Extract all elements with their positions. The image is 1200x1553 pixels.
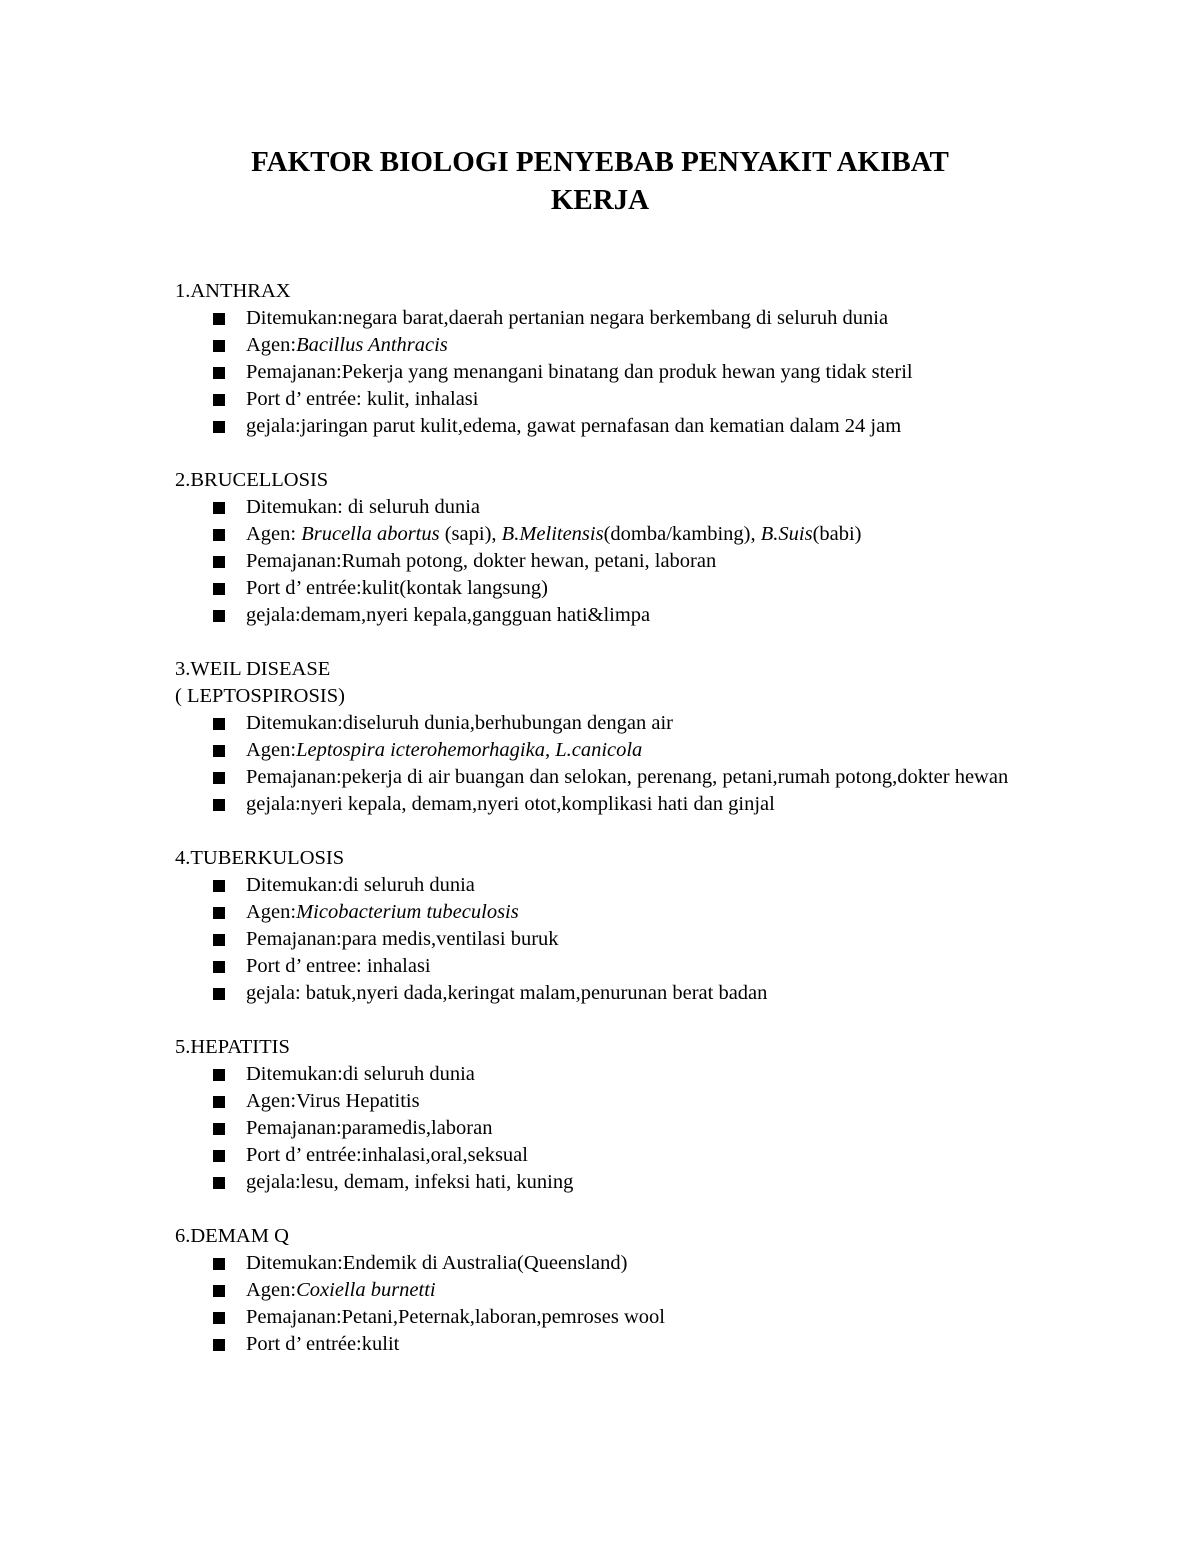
text-run: Port d’ entrée:inhalasi,oral,seksual	[246, 1144, 528, 1166]
text-run: (babi)	[812, 523, 862, 545]
square-bullet-icon	[213, 1150, 225, 1162]
square-bullet-icon	[213, 1177, 225, 1189]
list-item	[175, 386, 1075, 413]
list-item-text	[246, 548, 1075, 575]
list-item-text	[246, 305, 1075, 332]
italic-text-run: B.Suis	[760, 523, 813, 545]
list-item-text	[246, 764, 1075, 791]
section-subheading: ( LEPTOSPIROSIS)	[175, 685, 345, 707]
list-item-text	[246, 1331, 1075, 1358]
bullet-list	[175, 1250, 1075, 1358]
title-line-2: KERJA	[550, 184, 650, 216]
italic-text-run: Bacillus Anthracis	[296, 334, 448, 356]
square-bullet-icon	[213, 529, 225, 541]
section-heading: 3.WEIL DISEASE	[175, 658, 331, 680]
list-item	[175, 359, 1075, 386]
text-run: Port d’ entrée:kulit(kontak langsung)	[246, 577, 548, 599]
list-item	[175, 953, 1075, 980]
list-item	[175, 899, 1075, 926]
text-run: Agen:	[246, 523, 302, 545]
text-run: Agen:	[246, 1279, 297, 1301]
section	[175, 467, 1075, 629]
section	[175, 656, 1075, 818]
list-item	[175, 980, 1075, 1007]
list-item-text	[246, 926, 1075, 953]
italic-text-run: Leptospira icterohemorhagika, L.canicola	[296, 739, 643, 761]
document-title	[0, 143, 1200, 219]
text-run: Pemajanan:para medis,ventilasi buruk	[246, 928, 559, 950]
list-item	[175, 1331, 1075, 1358]
list-item	[175, 1061, 1075, 1088]
list-item	[175, 764, 1075, 791]
list-item	[175, 413, 1075, 440]
text-run: Pemajanan:Rumah potong, dokter hewan, petani, laboran	[246, 550, 717, 572]
square-bullet-icon	[213, 880, 225, 892]
square-bullet-icon	[213, 421, 225, 433]
list-item-text	[246, 791, 1075, 818]
document-body	[175, 278, 1075, 1385]
square-bullet-icon	[213, 367, 225, 379]
list-item-text	[246, 1061, 1075, 1088]
list-item-text	[246, 575, 1075, 602]
text-run: Agen:	[246, 334, 297, 356]
text-run: Ditemukan:negara barat,daerah pertanian negara berkembang di seluruh dunia	[246, 307, 889, 329]
list-item	[175, 710, 1075, 737]
text-run: Pemajanan:pekerja di air buangan dan selokan, perenang, petani,rumah potong,dokter hewan	[246, 766, 1009, 788]
section	[175, 1034, 1075, 1196]
list-item-text	[246, 413, 1075, 440]
bullet-list	[175, 305, 1075, 440]
list-item	[175, 602, 1075, 629]
list-item-text	[246, 899, 1075, 926]
bullet-list	[175, 1061, 1075, 1196]
list-item-text	[246, 494, 1075, 521]
list-item	[175, 575, 1075, 602]
section-heading: 1.ANTHRAX	[175, 280, 291, 302]
square-bullet-icon	[213, 934, 225, 946]
square-bullet-icon	[213, 1096, 225, 1108]
list-item	[175, 332, 1075, 359]
text-run: gejala:lesu, demam, infeksi hati, kuning	[246, 1171, 574, 1193]
text-run: gejala:demam,nyeri kepala,gangguan hati&limpa	[246, 604, 651, 626]
list-item	[175, 1304, 1075, 1331]
square-bullet-icon	[213, 718, 225, 730]
italic-text-run: Brucella abortus	[301, 523, 440, 545]
list-item-text	[246, 1250, 1075, 1277]
square-bullet-icon	[213, 961, 225, 973]
italic-text-run: B.Melitensis	[501, 523, 604, 545]
text-run: gejala:nyeri kepala, demam,nyeri otot,komplikasi hati dan ginjal	[246, 793, 775, 815]
list-item	[175, 872, 1075, 899]
section-heading: 5.HEPATITIS	[175, 1036, 290, 1058]
text-run: Pemajanan:paramedis,laboran	[246, 1117, 493, 1139]
square-bullet-icon	[213, 1123, 225, 1135]
text-run: (sapi),	[439, 523, 502, 545]
list-item-text	[246, 980, 1075, 1007]
text-run: Port d’ entrée:kulit	[246, 1333, 400, 1355]
text-run: Ditemukan:di seluruh dunia	[246, 874, 475, 896]
list-item	[175, 1115, 1075, 1142]
list-item-text	[246, 872, 1075, 899]
square-bullet-icon	[213, 340, 225, 352]
text-run: Ditemukan:di seluruh dunia	[246, 1063, 475, 1085]
square-bullet-icon	[213, 1339, 225, 1351]
list-item-text	[246, 1277, 1075, 1304]
square-bullet-icon	[213, 313, 225, 325]
list-item	[175, 494, 1075, 521]
square-bullet-icon	[213, 610, 225, 622]
square-bullet-icon	[213, 583, 225, 595]
list-item-text	[246, 1304, 1075, 1331]
list-item	[175, 1277, 1075, 1304]
italic-text-run: Coxiella burnetti	[296, 1279, 436, 1301]
bullet-list	[175, 494, 1075, 629]
title-line-1: FAKTOR BIOLOGI PENYEBAB PENYAKIT AKIBAT	[251, 146, 949, 178]
text-run: Agen:Virus Hepatitis	[246, 1090, 420, 1112]
text-run: Agen:	[246, 901, 297, 923]
section	[175, 845, 1075, 1007]
text-run: Port d’ entree: inhalasi	[246, 955, 431, 977]
text-run: Agen:	[246, 739, 297, 761]
list-item	[175, 737, 1075, 764]
list-item-text	[246, 602, 1075, 629]
square-bullet-icon	[213, 502, 225, 514]
square-bullet-icon	[213, 1312, 225, 1324]
list-item-text	[246, 1169, 1075, 1196]
section	[175, 278, 1075, 440]
list-item	[175, 1169, 1075, 1196]
list-item	[175, 305, 1075, 332]
list-item-text	[246, 1088, 1075, 1115]
square-bullet-icon	[213, 1258, 225, 1270]
list-item-text	[246, 1142, 1075, 1169]
text-run: (domba/kambing),	[603, 523, 761, 545]
section	[175, 1223, 1075, 1358]
text-run: Ditemukan: di seluruh dunia	[246, 496, 480, 518]
list-item-text	[246, 953, 1075, 980]
text-run: Port d’ entrée: kulit, inhalasi	[246, 388, 479, 410]
square-bullet-icon	[213, 1285, 225, 1297]
text-run: Pemajanan:Pekerja yang menangani binatang dan produk hewan yang tidak steril	[246, 361, 913, 383]
square-bullet-icon	[213, 772, 225, 784]
list-item-text	[246, 386, 1075, 413]
list-item	[175, 926, 1075, 953]
list-item-text	[246, 359, 1075, 386]
text-run: gejala: batuk,nyeri dada,keringat malam,penurunan berat badan	[246, 982, 768, 1004]
square-bullet-icon	[213, 556, 225, 568]
list-item	[175, 1088, 1075, 1115]
italic-text-run: Micobacterium tubeculosis	[296, 901, 519, 923]
text-run: Ditemukan:diseluruh dunia,berhubungan dengan air	[246, 712, 673, 734]
list-item	[175, 1142, 1075, 1169]
bullet-list	[175, 872, 1075, 1007]
square-bullet-icon	[213, 907, 225, 919]
text-run: gejala:jaringan parut kulit,edema, gawat pernafasan dan kematian dalam 24 jam	[246, 415, 902, 437]
list-item-text	[246, 521, 1075, 548]
square-bullet-icon	[213, 745, 225, 757]
list-item-text	[246, 1115, 1075, 1142]
square-bullet-icon	[213, 394, 225, 406]
bullet-list	[175, 710, 1075, 818]
text-run: Pemajanan:Petani,Peternak,laboran,pemroses wool	[246, 1306, 665, 1328]
list-item-text	[246, 332, 1075, 359]
section-heading: 4.TUBERKULOSIS	[175, 847, 345, 869]
list-item	[175, 521, 1075, 548]
section-heading: 6.DEMAM Q	[175, 1225, 289, 1247]
square-bullet-icon	[213, 1069, 225, 1081]
list-item	[175, 548, 1075, 575]
list-item	[175, 1250, 1075, 1277]
section-heading: 2.BRUCELLOSIS	[175, 469, 329, 491]
square-bullet-icon	[213, 799, 225, 811]
list-item	[175, 791, 1075, 818]
list-item-text	[246, 737, 1075, 764]
text-run: Ditemukan:Endemik di Australia(Queensland)	[246, 1252, 628, 1274]
list-item-text	[246, 710, 1075, 737]
square-bullet-icon	[213, 988, 225, 1000]
